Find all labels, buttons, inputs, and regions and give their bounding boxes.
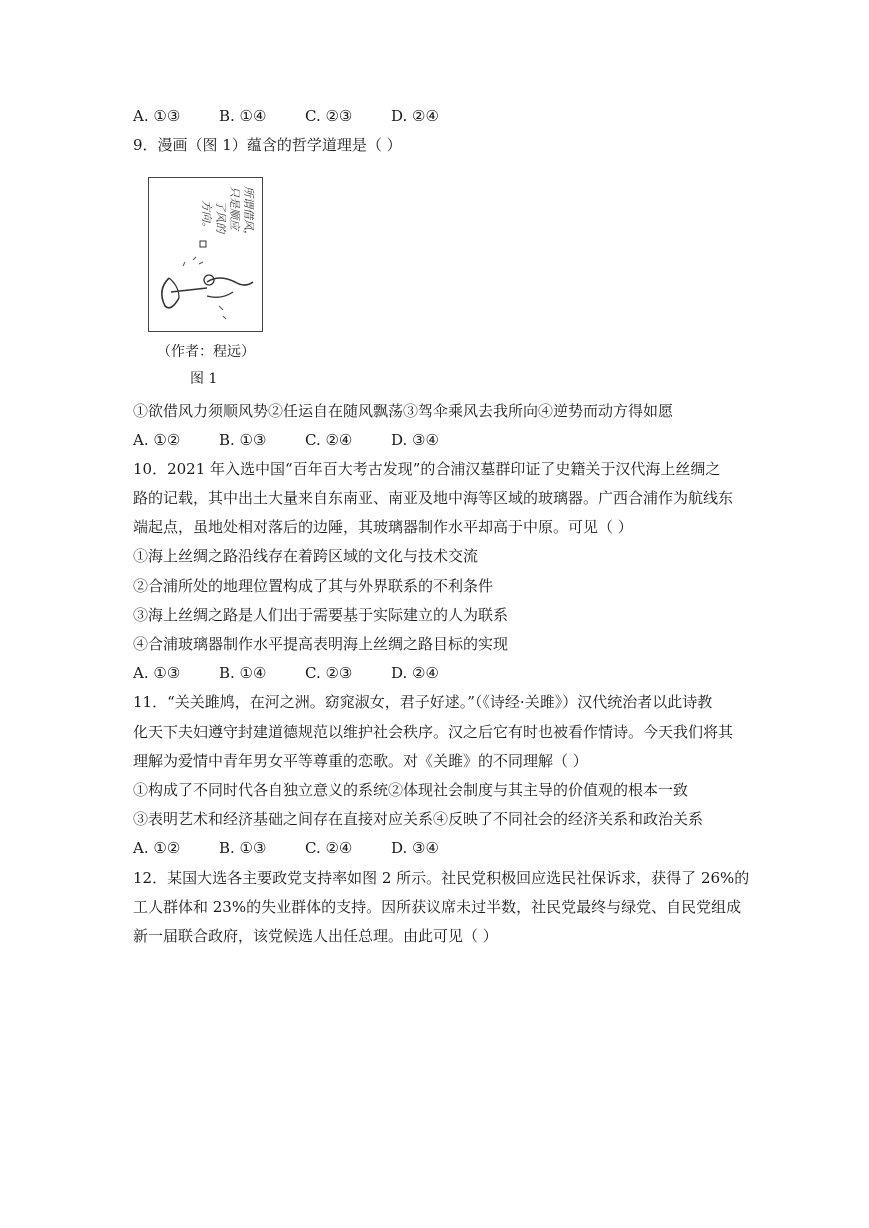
q10-statement-4: ④合浦玻璃器制作水平提高表明海上丝绸之路目标的实现 [133, 635, 509, 653]
q11-stem-line-3: 理解为爱情中青年男女平等尊重的恋歌。对《关雎》的不同理解（ ） [133, 752, 588, 770]
q10-stem-line-2: 路的记载，其中出土大量来自东南亚、南亚及地中海等区域的玻璃器。广西合浦作为航线东 [133, 489, 734, 507]
comic-text-line-3: 了风的 [214, 200, 227, 233]
q10-statement-2: ②合浦所处的地理位置构成了其与外界联系的不利条件 [133, 577, 494, 595]
q11-option-a: A. ①② [133, 839, 181, 857]
q8-option-c: C. ②③ [305, 107, 353, 125]
comic-drawing [149, 178, 261, 330]
q9-options [133, 430, 439, 450]
q8-options [133, 106, 439, 126]
q10-option-b: B. ①④ [219, 664, 267, 682]
q10-statement-3: ③海上丝绸之路是人们出于需要基于实际建立的人为联系 [133, 606, 509, 624]
comic-figure [148, 177, 263, 332]
q10-option-a: A. ①③ [133, 664, 181, 682]
q9-option-d: D. ③④ [391, 431, 439, 449]
comic-author: （作者：程远） [157, 344, 255, 360]
q11-option-c: C. ②④ [305, 839, 353, 857]
q11-option-d: D. ③④ [391, 839, 439, 857]
q10-options [133, 663, 439, 683]
q10-stem-line-1: 10．2021 年入选中国“百年百大考古发现”的合浦汉墓群印证了史籍关于汉代海上丝绸之 [133, 460, 721, 478]
q10-option-d: D. ②④ [391, 664, 439, 682]
q8-option-d: D. ②④ [391, 107, 439, 125]
q12-stem-line-2: 工人群体和 23%的失业群体的支持。因所获议席未过半数，社民党最终与绿党、自民党组成 [133, 898, 742, 916]
q12-stem-line-1: 12．某国大选各主要政党支持率如图 2 所示。社民党积极回应选民社保诉求，获得了 26%的 [133, 869, 750, 887]
q10-statement-1: ①海上丝绸之路沿线存在着跨区域的文化与技术交流 [133, 547, 479, 565]
q9-statements: ①欲借风力须顺风势②任运自在随风飘荡③驾伞乘风去我所向④逆势而动方得如愿 [133, 402, 674, 420]
comic-text-line-4: 方向。 [200, 200, 213, 233]
q9-option-c: C. ②④ [305, 431, 353, 449]
q11-option-b: B. ①③ [219, 839, 267, 857]
comic-text-line-2: 只是顺应 [228, 186, 241, 230]
comic-text-line-1: 所谓借风， [242, 186, 255, 241]
q11-stem-line-2: 化天下夫妇遵守封建道德规范以维护社会秩序。汉之后它有时也被看作情诗。今天我们将其 [133, 723, 734, 741]
q11-statement-1: ①构成了不同时代各自独立意义的系统②体现社会制度与其主导的价值观的根本一致 [133, 781, 689, 799]
seal-stamp [200, 241, 206, 247]
q8-option-a: A. ①③ [133, 107, 181, 125]
q9-option-a: A. ①② [133, 431, 181, 449]
q11-stem-line-1: 11．“关关雎鸠，在河之洲。窈窕淑女，君子好逑。”（《诗经·关雎》）汉代统治者以此诗教 [133, 693, 713, 711]
q10-stem-line-3: 端起点，虽地处相对落后的边陲，其玻璃器制作水平却高于中原。可见（ ） [133, 518, 633, 536]
q9-stem: 9．漫画（图 1）蕴含的哲学道理是（ ） [133, 136, 402, 154]
q11-statement-2: ③表明艺术和经济基础之间存在直接对应关系④反映了不同社会的经济关系和政治关系 [133, 810, 704, 828]
umbrella-icon [162, 278, 179, 308]
q11-options [133, 838, 439, 858]
q10-option-c: C. ②③ [305, 664, 353, 682]
q9-option-b: B. ①③ [219, 431, 267, 449]
q8-option-b: B. ①④ [219, 107, 267, 125]
q12-stem-line-3: 新一届联合政府，该党候选人出任总理。由此可见（ ） [133, 927, 498, 945]
figure-label: 图 1 [190, 371, 218, 387]
